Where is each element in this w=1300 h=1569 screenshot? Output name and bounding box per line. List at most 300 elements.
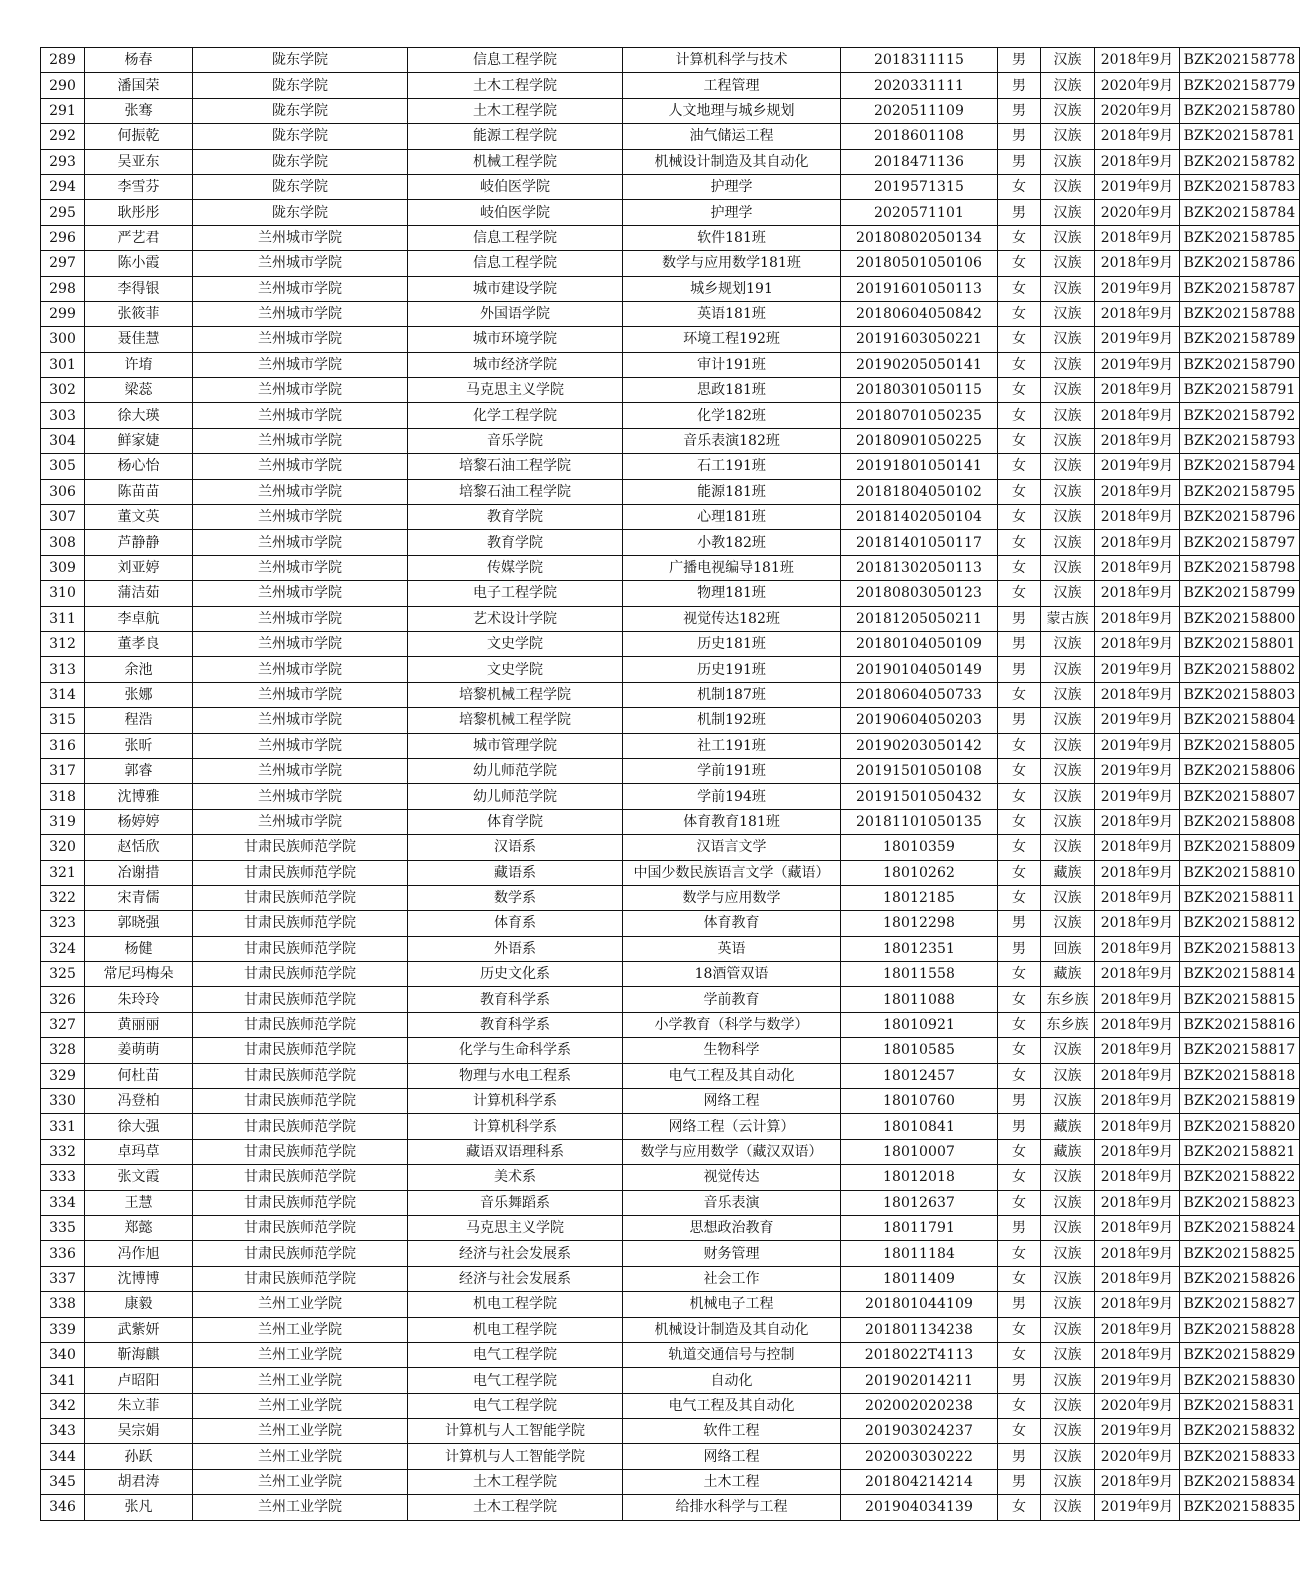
certificate-code-cell: BZK202158820 xyxy=(1180,1114,1300,1139)
gender-cell: 男 xyxy=(998,124,1041,149)
school-cell: 甘肃民族师范学院 xyxy=(193,987,408,1012)
student-id-cell: 20191801050141 xyxy=(841,454,998,479)
student-id-cell: 20180802050134 xyxy=(841,225,998,250)
gender-cell: 女 xyxy=(998,428,1041,453)
name-cell: 黄丽丽 xyxy=(85,1012,193,1037)
row-number-cell: 326 xyxy=(41,987,85,1012)
school-cell: 甘肃民族师范学院 xyxy=(193,1063,408,1088)
student-id-cell: 18010585 xyxy=(841,1038,998,1063)
certificate-code-cell: BZK202158833 xyxy=(1180,1444,1300,1469)
school-cell: 兰州城市学院 xyxy=(193,327,408,352)
ethnicity-cell: 藏族 xyxy=(1041,1114,1095,1139)
table-row xyxy=(41,581,1300,606)
major-cell: 视觉传达 xyxy=(623,1165,841,1190)
table-row xyxy=(41,936,1300,961)
row-number-cell: 303 xyxy=(41,403,85,428)
school-cell: 兰州城市学院 xyxy=(193,276,408,301)
ethnicity-cell: 汉族 xyxy=(1041,327,1095,352)
table-row xyxy=(41,378,1300,403)
ethnicity-cell: 汉族 xyxy=(1041,835,1095,860)
row-number-cell: 346 xyxy=(41,1495,85,1520)
row-number-cell: 301 xyxy=(41,352,85,377)
name-cell: 吴宗娟 xyxy=(85,1419,193,1444)
certificate-code-cell: BZK202158822 xyxy=(1180,1165,1300,1190)
table-row xyxy=(41,1393,1300,1418)
certificate-code-cell: BZK202158785 xyxy=(1180,225,1300,250)
student-id-cell: 20181101050135 xyxy=(841,809,998,834)
table-row xyxy=(41,1114,1300,1139)
table-row xyxy=(41,1241,1300,1266)
certificate-code-cell: BZK202158805 xyxy=(1180,733,1300,758)
name-cell: 张凡 xyxy=(85,1495,193,1520)
certificate-code-cell: BZK202158830 xyxy=(1180,1368,1300,1393)
row-number-cell: 319 xyxy=(41,809,85,834)
college-cell: 土木工程学院 xyxy=(408,1469,623,1494)
row-number-cell: 296 xyxy=(41,225,85,250)
name-cell: 郑懿 xyxy=(85,1215,193,1240)
school-cell: 甘肃民族师范学院 xyxy=(193,1190,408,1215)
school-cell: 兰州工业学院 xyxy=(193,1342,408,1367)
row-number-cell: 315 xyxy=(41,708,85,733)
gender-cell: 女 xyxy=(998,809,1041,834)
table-row xyxy=(41,708,1300,733)
college-cell: 体育系 xyxy=(408,911,623,936)
school-cell: 兰州城市学院 xyxy=(193,479,408,504)
name-cell: 卓玛草 xyxy=(85,1139,193,1164)
college-cell: 教育学院 xyxy=(408,530,623,555)
major-cell: 思想政治教育 xyxy=(623,1215,841,1240)
enrollment-date-cell: 2018年9月 xyxy=(1095,225,1180,250)
gender-cell: 男 xyxy=(998,911,1041,936)
gender-cell: 男 xyxy=(998,48,1041,73)
ethnicity-cell: 汉族 xyxy=(1041,174,1095,199)
college-cell: 信息工程学院 xyxy=(408,225,623,250)
certificate-code-cell: BZK202158799 xyxy=(1180,581,1300,606)
school-cell: 甘肃民族师范学院 xyxy=(193,1165,408,1190)
school-cell: 兰州城市学院 xyxy=(193,251,408,276)
student-id-cell: 201801044109 xyxy=(841,1292,998,1317)
table-row xyxy=(41,276,1300,301)
college-cell: 外国语学院 xyxy=(408,301,623,326)
ethnicity-cell: 汉族 xyxy=(1041,1444,1095,1469)
school-cell: 兰州城市学院 xyxy=(193,301,408,326)
table-row xyxy=(41,1012,1300,1037)
gender-cell: 男 xyxy=(998,708,1041,733)
major-cell: 化学182班 xyxy=(623,403,841,428)
college-cell: 教育学院 xyxy=(408,505,623,530)
college-cell: 信息工程学院 xyxy=(408,48,623,73)
certificate-code-cell: BZK202158796 xyxy=(1180,505,1300,530)
school-cell: 甘肃民族师范学院 xyxy=(193,1089,408,1114)
college-cell: 文史学院 xyxy=(408,657,623,682)
row-number-cell: 289 xyxy=(41,48,85,73)
major-cell: 机制192班 xyxy=(623,708,841,733)
table-row xyxy=(41,1495,1300,1520)
name-cell: 赵恬欣 xyxy=(85,835,193,860)
school-cell: 兰州城市学院 xyxy=(193,403,408,428)
school-cell: 兰州工业学院 xyxy=(193,1368,408,1393)
ethnicity-cell: 汉族 xyxy=(1041,631,1095,656)
name-cell: 芦静静 xyxy=(85,530,193,555)
enrollment-date-cell: 2018年9月 xyxy=(1095,1469,1180,1494)
school-cell: 陇东学院 xyxy=(193,48,408,73)
student-id-cell: 18011558 xyxy=(841,962,998,987)
name-cell: 张昕 xyxy=(85,733,193,758)
enrollment-date-cell: 2018年9月 xyxy=(1095,378,1180,403)
major-cell: 历史191班 xyxy=(623,657,841,682)
gender-cell: 女 xyxy=(998,784,1041,809)
gender-cell: 女 xyxy=(998,1038,1041,1063)
certificate-code-cell: BZK202158791 xyxy=(1180,378,1300,403)
ethnicity-cell: 汉族 xyxy=(1041,149,1095,174)
major-cell: 财务管理 xyxy=(623,1241,841,1266)
student-id-cell: 18012351 xyxy=(841,936,998,961)
row-number-cell: 311 xyxy=(41,606,85,631)
name-cell: 陈苗苗 xyxy=(85,479,193,504)
major-cell: 电气工程及其自动化 xyxy=(623,1393,841,1418)
gender-cell: 女 xyxy=(998,1241,1041,1266)
gender-cell: 女 xyxy=(998,581,1041,606)
table-row xyxy=(41,606,1300,631)
ethnicity-cell: 藏族 xyxy=(1041,860,1095,885)
certificate-code-cell: BZK202158806 xyxy=(1180,758,1300,783)
table-row xyxy=(41,479,1300,504)
ethnicity-cell: 汉族 xyxy=(1041,124,1095,149)
school-cell: 陇东学院 xyxy=(193,98,408,123)
gender-cell: 女 xyxy=(998,378,1041,403)
table-row xyxy=(41,124,1300,149)
ethnicity-cell: 汉族 xyxy=(1041,1215,1095,1240)
certificate-code-cell: BZK202158807 xyxy=(1180,784,1300,809)
college-cell: 音乐学院 xyxy=(408,428,623,453)
student-id-cell: 20190604050203 xyxy=(841,708,998,733)
student-id-cell: 18010262 xyxy=(841,860,998,885)
college-cell: 藏语系 xyxy=(408,860,623,885)
row-number-cell: 300 xyxy=(41,327,85,352)
certificate-code-cell: BZK202158787 xyxy=(1180,276,1300,301)
table-row xyxy=(41,860,1300,885)
certificate-code-cell: BZK202158789 xyxy=(1180,327,1300,352)
school-cell: 甘肃民族师范学院 xyxy=(193,1038,408,1063)
enrollment-date-cell: 2019年9月 xyxy=(1095,733,1180,758)
row-number-cell: 338 xyxy=(41,1292,85,1317)
gender-cell: 男 xyxy=(998,606,1041,631)
row-number-cell: 292 xyxy=(41,124,85,149)
certificate-code-cell: BZK202158797 xyxy=(1180,530,1300,555)
ethnicity-cell: 汉族 xyxy=(1041,809,1095,834)
school-cell: 兰州工业学院 xyxy=(193,1292,408,1317)
enrollment-date-cell: 2018年9月 xyxy=(1095,1038,1180,1063)
student-id-cell: 2018601108 xyxy=(841,124,998,149)
gender-cell: 女 xyxy=(998,1342,1041,1367)
table-row xyxy=(41,1063,1300,1088)
major-cell: 学前191班 xyxy=(623,758,841,783)
gender-cell: 女 xyxy=(998,479,1041,504)
certificate-code-cell: BZK202158824 xyxy=(1180,1215,1300,1240)
name-cell: 冯作旭 xyxy=(85,1241,193,1266)
school-cell: 甘肃民族师范学院 xyxy=(193,936,408,961)
enrollment-date-cell: 2018年9月 xyxy=(1095,1317,1180,1342)
gender-cell: 女 xyxy=(998,505,1041,530)
row-number-cell: 327 xyxy=(41,1012,85,1037)
school-cell: 甘肃民族师范学院 xyxy=(193,911,408,936)
row-number-cell: 308 xyxy=(41,530,85,555)
major-cell: 工程管理 xyxy=(623,73,841,98)
table-row xyxy=(41,835,1300,860)
college-cell: 培黎石油工程学院 xyxy=(408,454,623,479)
certificate-code-cell: BZK202158798 xyxy=(1180,555,1300,580)
major-cell: 电气工程及其自动化 xyxy=(623,1063,841,1088)
gender-cell: 男 xyxy=(998,149,1041,174)
gender-cell: 女 xyxy=(998,251,1041,276)
certificate-code-cell: BZK202158783 xyxy=(1180,174,1300,199)
college-cell: 物理与水电工程系 xyxy=(408,1063,623,1088)
student-id-cell: 20180501050106 xyxy=(841,251,998,276)
certificate-code-cell: BZK202158788 xyxy=(1180,301,1300,326)
school-cell: 兰州工业学院 xyxy=(193,1419,408,1444)
major-cell: 英语 xyxy=(623,936,841,961)
certificate-code-cell: BZK202158813 xyxy=(1180,936,1300,961)
roster-table xyxy=(40,47,1300,1521)
student-id-cell: 20181402050104 xyxy=(841,505,998,530)
ethnicity-cell: 汉族 xyxy=(1041,225,1095,250)
table-row xyxy=(41,1215,1300,1240)
table-row xyxy=(41,530,1300,555)
ethnicity-cell: 藏族 xyxy=(1041,962,1095,987)
name-cell: 徐大瑛 xyxy=(85,403,193,428)
ethnicity-cell: 汉族 xyxy=(1041,403,1095,428)
gender-cell: 女 xyxy=(998,1266,1041,1291)
row-number-cell: 340 xyxy=(41,1342,85,1367)
school-cell: 甘肃民族师范学院 xyxy=(193,835,408,860)
ethnicity-cell: 回族 xyxy=(1041,936,1095,961)
certificate-code-cell: BZK202158795 xyxy=(1180,479,1300,504)
school-cell: 兰州城市学院 xyxy=(193,733,408,758)
ethnicity-cell: 汉族 xyxy=(1041,1266,1095,1291)
table-row xyxy=(41,682,1300,707)
gender-cell: 女 xyxy=(998,835,1041,860)
certificate-code-cell: BZK202158821 xyxy=(1180,1139,1300,1164)
certificate-code-cell: BZK202158817 xyxy=(1180,1038,1300,1063)
certificate-code-cell: BZK202158811 xyxy=(1180,885,1300,910)
certificate-code-cell: BZK202158801 xyxy=(1180,631,1300,656)
student-id-cell: 20180803050123 xyxy=(841,581,998,606)
major-cell: 网络工程 xyxy=(623,1089,841,1114)
ethnicity-cell: 汉族 xyxy=(1041,1419,1095,1444)
ethnicity-cell: 汉族 xyxy=(1041,1038,1095,1063)
major-cell: 城乡规划191 xyxy=(623,276,841,301)
school-cell: 甘肃民族师范学院 xyxy=(193,860,408,885)
certificate-code-cell: BZK202158816 xyxy=(1180,1012,1300,1037)
row-number-cell: 331 xyxy=(41,1114,85,1139)
table-row xyxy=(41,784,1300,809)
ethnicity-cell: 汉族 xyxy=(1041,479,1095,504)
certificate-code-cell: BZK202158794 xyxy=(1180,454,1300,479)
major-cell: 环境工程192班 xyxy=(623,327,841,352)
row-number-cell: 345 xyxy=(41,1469,85,1494)
name-cell: 武紫妍 xyxy=(85,1317,193,1342)
table-row xyxy=(41,327,1300,352)
enrollment-date-cell: 2018年9月 xyxy=(1095,987,1180,1012)
school-cell: 兰州城市学院 xyxy=(193,809,408,834)
major-cell: 石工191班 xyxy=(623,454,841,479)
row-number-cell: 316 xyxy=(41,733,85,758)
ethnicity-cell: 汉族 xyxy=(1041,1469,1095,1494)
ethnicity-cell: 汉族 xyxy=(1041,581,1095,606)
major-cell: 自动化 xyxy=(623,1368,841,1393)
row-number-cell: 336 xyxy=(41,1241,85,1266)
gender-cell: 女 xyxy=(998,1495,1041,1520)
college-cell: 电气工程学院 xyxy=(408,1342,623,1367)
major-cell: 软件181班 xyxy=(623,225,841,250)
certificate-code-cell: BZK202158818 xyxy=(1180,1063,1300,1088)
school-cell: 陇东学院 xyxy=(193,174,408,199)
certificate-code-cell: BZK202158793 xyxy=(1180,428,1300,453)
table-row xyxy=(41,885,1300,910)
table-row xyxy=(41,454,1300,479)
school-cell: 兰州工业学院 xyxy=(193,1317,408,1342)
school-cell: 兰州城市学院 xyxy=(193,555,408,580)
student-id-cell: 20180301050115 xyxy=(841,378,998,403)
row-number-cell: 305 xyxy=(41,454,85,479)
name-cell: 李卓航 xyxy=(85,606,193,631)
school-cell: 甘肃民族师范学院 xyxy=(193,1114,408,1139)
student-id-cell: 20191601050113 xyxy=(841,276,998,301)
ethnicity-cell: 汉族 xyxy=(1041,530,1095,555)
name-cell: 李得银 xyxy=(85,276,193,301)
school-cell: 甘肃民族师范学院 xyxy=(193,1266,408,1291)
table-row xyxy=(41,1165,1300,1190)
enrollment-date-cell: 2019年9月 xyxy=(1095,1419,1180,1444)
student-id-cell: 202003030222 xyxy=(841,1444,998,1469)
gender-cell: 女 xyxy=(998,327,1041,352)
row-number-cell: 314 xyxy=(41,682,85,707)
name-cell: 徐大强 xyxy=(85,1114,193,1139)
name-cell: 朱玲玲 xyxy=(85,987,193,1012)
gender-cell: 男 xyxy=(998,631,1041,656)
name-cell: 靳海麒 xyxy=(85,1342,193,1367)
gender-cell: 男 xyxy=(998,73,1041,98)
gender-cell: 男 xyxy=(998,1114,1041,1139)
name-cell: 严艺君 xyxy=(85,225,193,250)
student-id-cell: 20190205050141 xyxy=(841,352,998,377)
roster-sheet xyxy=(40,47,1296,1521)
major-cell: 小学教育（科学与数学） xyxy=(623,1012,841,1037)
school-cell: 甘肃民族师范学院 xyxy=(193,885,408,910)
ethnicity-cell: 蒙古族 xyxy=(1041,606,1095,631)
certificate-code-cell: BZK202158831 xyxy=(1180,1393,1300,1418)
enrollment-date-cell: 2018年9月 xyxy=(1095,251,1180,276)
gender-cell: 男 xyxy=(998,98,1041,123)
table-row xyxy=(41,1469,1300,1494)
school-cell: 兰州城市学院 xyxy=(193,352,408,377)
college-cell: 艺术设计学院 xyxy=(408,606,623,631)
enrollment-date-cell: 2018年9月 xyxy=(1095,555,1180,580)
college-cell: 土木工程学院 xyxy=(408,98,623,123)
certificate-code-cell: BZK202158808 xyxy=(1180,809,1300,834)
major-cell: 视觉传达182班 xyxy=(623,606,841,631)
major-cell: 护理学 xyxy=(623,200,841,225)
school-cell: 陇东学院 xyxy=(193,73,408,98)
school-cell: 甘肃民族师范学院 xyxy=(193,962,408,987)
ethnicity-cell: 东乡族 xyxy=(1041,1012,1095,1037)
certificate-code-cell: BZK202158782 xyxy=(1180,149,1300,174)
student-id-cell: 20190203050142 xyxy=(841,733,998,758)
name-cell: 姜萌萌 xyxy=(85,1038,193,1063)
student-id-cell: 201801134238 xyxy=(841,1317,998,1342)
major-cell: 思政181班 xyxy=(623,378,841,403)
row-number-cell: 325 xyxy=(41,962,85,987)
certificate-code-cell: BZK202158828 xyxy=(1180,1317,1300,1342)
certificate-code-cell: BZK202158802 xyxy=(1180,657,1300,682)
major-cell: 护理学 xyxy=(623,174,841,199)
enrollment-date-cell: 2019年9月 xyxy=(1095,276,1180,301)
enrollment-date-cell: 2020年9月 xyxy=(1095,98,1180,123)
ethnicity-cell: 汉族 xyxy=(1041,682,1095,707)
row-number-cell: 309 xyxy=(41,555,85,580)
college-cell: 机电工程学院 xyxy=(408,1317,623,1342)
gender-cell: 女 xyxy=(998,555,1041,580)
enrollment-date-cell: 2018年9月 xyxy=(1095,149,1180,174)
major-cell: 生物科学 xyxy=(623,1038,841,1063)
enrollment-date-cell: 2018年9月 xyxy=(1095,682,1180,707)
student-id-cell: 20191603050221 xyxy=(841,327,998,352)
college-cell: 城市建设学院 xyxy=(408,276,623,301)
enrollment-date-cell: 2018年9月 xyxy=(1095,1292,1180,1317)
name-cell: 杨婷婷 xyxy=(85,809,193,834)
ethnicity-cell: 汉族 xyxy=(1041,555,1095,580)
table-row xyxy=(41,1317,1300,1342)
gender-cell: 女 xyxy=(998,174,1041,199)
name-cell: 鲜家婕 xyxy=(85,428,193,453)
row-number-cell: 307 xyxy=(41,505,85,530)
name-cell: 沈博雅 xyxy=(85,784,193,809)
student-id-cell: 18012185 xyxy=(841,885,998,910)
gender-cell: 女 xyxy=(998,962,1041,987)
certificate-code-cell: BZK202158803 xyxy=(1180,682,1300,707)
major-cell: 音乐表演182班 xyxy=(623,428,841,453)
gender-cell: 女 xyxy=(998,454,1041,479)
student-id-cell: 18012018 xyxy=(841,1165,998,1190)
certificate-code-cell: BZK202158784 xyxy=(1180,200,1300,225)
enrollment-date-cell: 2019年9月 xyxy=(1095,327,1180,352)
gender-cell: 女 xyxy=(998,1012,1041,1037)
name-cell: 何振乾 xyxy=(85,124,193,149)
table-row xyxy=(41,962,1300,987)
college-cell: 历史文化系 xyxy=(408,962,623,987)
ethnicity-cell: 汉族 xyxy=(1041,1089,1095,1114)
gender-cell: 男 xyxy=(998,1368,1041,1393)
table-row xyxy=(41,555,1300,580)
gender-cell: 女 xyxy=(998,885,1041,910)
school-cell: 兰州城市学院 xyxy=(193,631,408,656)
school-cell: 陇东学院 xyxy=(193,124,408,149)
college-cell: 电气工程学院 xyxy=(408,1368,623,1393)
college-cell: 美术系 xyxy=(408,1165,623,1190)
table-row xyxy=(41,631,1300,656)
gender-cell: 女 xyxy=(998,1063,1041,1088)
name-cell: 聂佳慧 xyxy=(85,327,193,352)
name-cell: 董文英 xyxy=(85,505,193,530)
row-number-cell: 344 xyxy=(41,1444,85,1469)
table-row xyxy=(41,352,1300,377)
school-cell: 兰州城市学院 xyxy=(193,682,408,707)
ethnicity-cell: 汉族 xyxy=(1041,48,1095,73)
enrollment-date-cell: 2018年9月 xyxy=(1095,1012,1180,1037)
major-cell: 英语181班 xyxy=(623,301,841,326)
major-cell: 社工191班 xyxy=(623,733,841,758)
school-cell: 兰州城市学院 xyxy=(193,505,408,530)
